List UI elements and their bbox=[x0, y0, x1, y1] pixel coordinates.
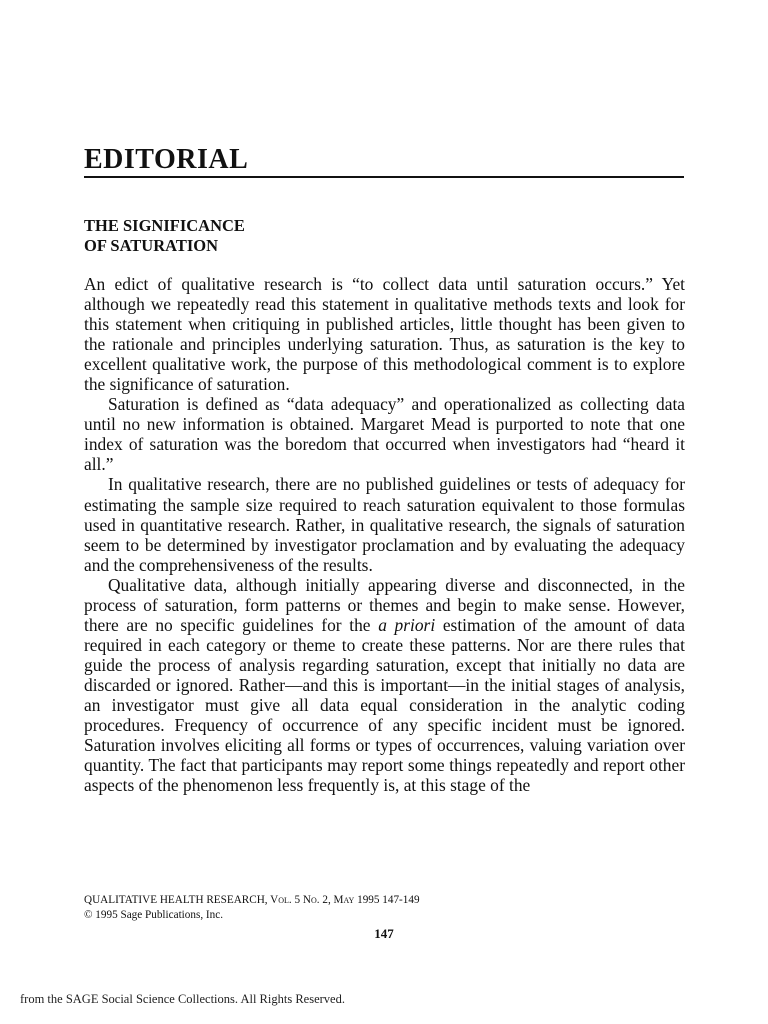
article-title-line-2: OF SATURATION bbox=[84, 236, 218, 255]
journal-citation: QUALITATIVE HEALTH RESEARCH, Vol. 5 No. 2, May 1995 147-149 bbox=[84, 894, 420, 906]
section-heading: EDITORIAL bbox=[84, 144, 249, 175]
paragraph-1: An edict of qualitative research is “to collect data until saturation occurs.” Yet although we repeatedly read this statement in qualitative methods texts and look for this statement when critiquing in published articles, little thought has been given to the rationale and principles underlying saturation. Thus, as saturation is the key to excellent qualitative work, the purpose of this methodological comment is to explore the significance of saturation. bbox=[84, 274, 685, 395]
heading-rule bbox=[84, 176, 684, 178]
copyright-line: © 1995 Sage Publications, Inc. bbox=[84, 909, 224, 921]
paragraph-2: Saturation is defined as “data adequacy” and operationalized as collecting data until no new information is obtained. Margaret Mead is purported to note that one index of saturation was the boredom that occurred when investigators had “heard it all.” bbox=[84, 394, 685, 475]
paragraph-4-start: Qualitative data, although initially appearing diverse and disconnected, in the process of saturation, form patterns or themes and begin to make sense. However, there are no specific guidelines for the bbox=[84, 574, 685, 635]
paragraph-4-rest: estimation of the amount of data required in each category or theme to create these patterns. Nor are there rules that guide the process of analysis regarding saturation, except that initially no data are discarded or ignored. Rather—and this is important—in the initial stages of analysis, an investigator must give all data equal consideration in the analytic coding procedures. Frequency of occurrence of any specific incident must be ignored. Saturation involves eliciting all forms or types of occurrences, valuing variation over quantity. The fact that participants may report some things repeatedly and report other aspects of the phenomenon less frequently is, at this stage of the bbox=[84, 614, 686, 796]
article-title bbox=[84, 216, 245, 256]
paragraph-4 bbox=[84, 575, 685, 796]
article-body bbox=[84, 274, 685, 795]
paragraph-4-italic: a priori bbox=[378, 614, 436, 635]
paragraph-3: In qualitative research, there are no published guidelines or tests of adequacy for estimating the sample size required to reach saturation equivalent to those formulas used in quantitative research. Rather, in qualitative research, the signals of saturation seem to be determined by investigator proclamation and by evaluating the adequacy and the comprehensiveness of the results. bbox=[84, 474, 685, 575]
citation-footer bbox=[84, 893, 420, 923]
article-title-line-1: THE SIGNIFICANCE bbox=[84, 216, 245, 235]
page-number: 147 bbox=[374, 926, 394, 941]
source-notice: from the SAGE Social Science Collections. All Rights Reserved. bbox=[20, 992, 345, 1006]
